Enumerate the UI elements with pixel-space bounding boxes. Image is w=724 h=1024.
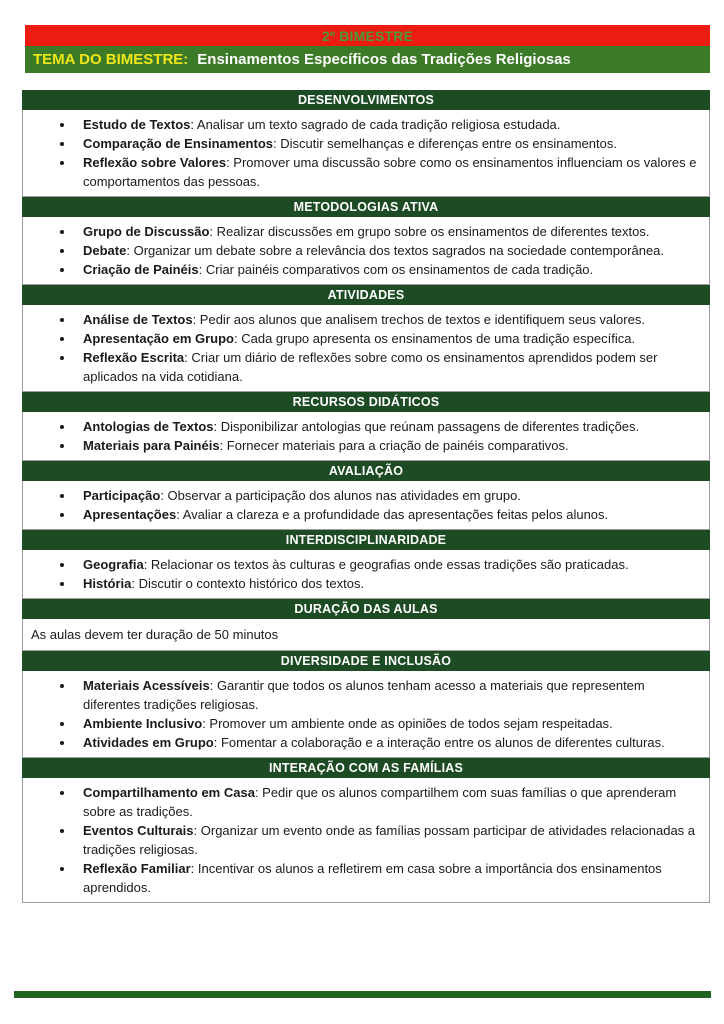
item-term: Reflexão Escrita: [83, 350, 185, 365]
section: [22, 461, 710, 530]
section-content: [22, 217, 710, 285]
item-term: Apresentações: [83, 507, 177, 522]
item-term: Reflexão Familiar: [83, 861, 191, 876]
list-item: • Participação: Observar a participação dos alunos nas atividades em grupo.: [75, 486, 699, 505]
list-item: • Debate: Organizar um debate sobre a relevância dos textos sagrados na sociedade contemporânea.: [75, 241, 699, 260]
bullet-list: [29, 310, 703, 386]
bullet-list: [29, 417, 703, 455]
bimestre-banner: [25, 25, 710, 46]
section-content: [22, 305, 710, 392]
section: [22, 90, 710, 197]
list-item: • Reflexão sobre Valores: Promover uma discussão sobre como os ensinamentos influenciam os valores e comportamentos das pessoas.: [75, 153, 699, 191]
section-title: RECURSOS DIDÁTICOS: [292, 395, 440, 409]
section: [22, 599, 710, 651]
section-content: [22, 778, 710, 903]
section-title: AVALIAÇÃO: [328, 464, 404, 478]
tema-label: TEMA DO BIMESTRE:: [33, 51, 189, 68]
section-header: [22, 90, 710, 110]
section: [22, 530, 710, 599]
section-header: [22, 197, 710, 217]
section-header: [22, 599, 710, 619]
list-item: • Materiais para Painéis: Fornecer materiais para a criação de painéis comparativos.: [75, 436, 699, 455]
sections-container: [22, 90, 710, 903]
tema-banner: [25, 46, 710, 73]
item-term: Participação: [83, 488, 161, 503]
section-header: [22, 461, 710, 481]
bullet-list: [29, 783, 703, 897]
section-title: ATIVIDADES: [327, 288, 405, 302]
item-term: História: [83, 576, 132, 591]
section-title: METODOLOGIAS ATIVA: [293, 200, 439, 214]
item-term: Debate: [83, 243, 127, 258]
list-item: • Geografia: Relacionar os textos às culturas e geografias onde essas tradições são praticadas.: [75, 555, 699, 574]
section-title: INTERAÇÃO COM AS FAMÍLIAS: [268, 761, 464, 775]
item-term: Comparação de Ensinamentos: [83, 136, 273, 151]
section: [22, 392, 710, 461]
list-item: • Grupo de Discussão: Realizar discussões em grupo sobre os ensinamentos de diferentes textos.: [75, 222, 699, 241]
section-content: [22, 481, 710, 530]
item-term: Ambiente Inclusivo: [83, 716, 203, 731]
section: [22, 651, 710, 758]
item-term: Criação de Painéis: [83, 262, 199, 277]
section: [22, 285, 710, 392]
bullet-list: [29, 676, 703, 752]
list-item: • Apresentações: Avaliar a clareza e a profundidade das apresentações feitas pelos alunos.: [75, 505, 699, 524]
section-title: INTERDISCIPLINARIDADE: [285, 533, 447, 547]
item-term: Análise de Textos: [83, 312, 193, 327]
section-header: [22, 651, 710, 671]
bullet-list: [29, 115, 703, 191]
item-term: Eventos Culturais: [83, 823, 194, 838]
footer-bar: [14, 991, 711, 998]
bullet-list: [29, 222, 703, 279]
list-item: • Criação de Painéis: Criar painéis comparativos com os ensinamentos de cada tradição.: [75, 260, 699, 279]
list-item: • Apresentação em Grupo: Cada grupo apresenta os ensinamentos de uma tradição específica.: [75, 329, 699, 348]
item-term: Geografia: [83, 557, 144, 572]
list-item: • Antologias de Textos: Disponibilizar antologias que reúnam passagens de diferentes tradições.: [75, 417, 699, 436]
list-item: • Reflexão Escrita: Criar um diário de reflexões sobre como os ensinamentos aprendidos podem ser aplicados na vida cotidiana.: [75, 348, 699, 386]
section: [22, 197, 710, 285]
list-item: • Eventos Culturais: Organizar um evento onde as famílias possam participar de atividades relacionadas a tradições religiosas.: [75, 821, 699, 859]
list-item: • Compartilhamento em Casa: Pedir que os alunos compartilhem com suas famílias o que aprenderam sobre as tradições.: [75, 783, 699, 821]
list-item: • Materiais Acessíveis: Garantir que todos os alunos tenham acesso a materiais que representem diferentes tradições religiosas.: [75, 676, 699, 714]
item-term: Materiais Acessíveis: [83, 678, 210, 693]
item-term: Grupo de Discussão: [83, 224, 210, 239]
bimestre-title: 2º BIMESTRE: [321, 27, 414, 44]
list-item: • Análise de Textos: Pedir aos alunos que analisem trechos de textos e identifiquem seus valores.: [75, 310, 699, 329]
list-item: • Ambiente Inclusivo: Promover um ambiente onde as opiniões de todos sejam respeitadas.: [75, 714, 699, 733]
section-title: DURAÇÃO DAS AULAS: [294, 602, 438, 616]
section-content: [22, 110, 710, 197]
section-header: [22, 392, 710, 412]
section-title: DIVERSIDADE E INCLUSÃO: [280, 654, 452, 668]
tema-value: Ensinamentos Específicos das Tradições Religiosas: [197, 51, 571, 68]
list-item: • Atividades em Grupo: Fomentar a colaboração e a interação entre os alunos de diferentes culturas.: [75, 733, 699, 752]
section-header: [22, 285, 710, 305]
item-term: Apresentação em Grupo: [83, 331, 234, 346]
section-header: [22, 758, 710, 778]
list-item: • História: Discutir o contexto histórico dos textos.: [75, 574, 699, 593]
section-content: [22, 619, 710, 651]
section-content: [22, 412, 710, 461]
item-term: Atividades em Grupo: [83, 735, 214, 750]
section: [22, 758, 710, 903]
section-text: As aulas devem ter duração de 50 minutos: [31, 627, 279, 642]
item-term: Materiais para Painéis: [83, 438, 220, 453]
item-term: Compartilhamento em Casa: [83, 785, 255, 800]
list-item: • Reflexão Familiar: Incentivar os alunos a refletirem em casa sobre a importância dos ensinamentos aprendidos.: [75, 859, 699, 897]
section-header: [22, 530, 710, 550]
list-item: • Estudo de Textos: Analisar um texto sagrado de cada tradição religiosa estudada.: [75, 115, 699, 134]
section-content: [22, 550, 710, 599]
item-term: Estudo de Textos: [83, 117, 191, 132]
bullet-list: [29, 486, 703, 524]
section-content: [22, 671, 710, 758]
item-term: Reflexão sobre Valores: [83, 155, 227, 170]
item-term: Antologias de Textos: [83, 419, 214, 434]
bullet-list: [29, 555, 703, 593]
list-item: • Comparação de Ensinamentos: Discutir semelhanças e diferenças entre os ensinamentos.: [75, 134, 699, 153]
section-title: DESENVOLVIMENTOS: [297, 93, 435, 107]
